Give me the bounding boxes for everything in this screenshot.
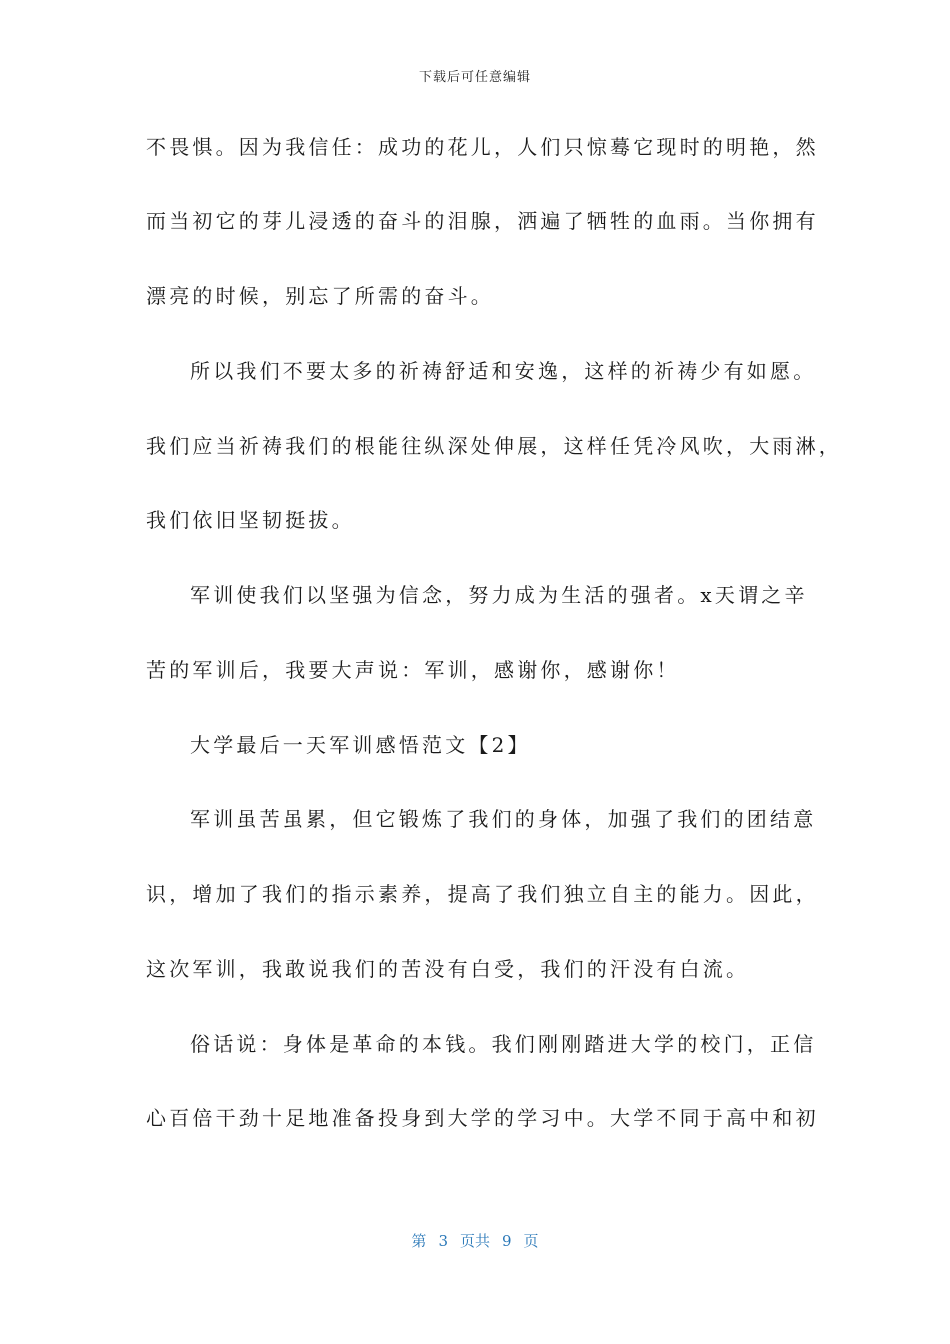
text-line-8: 苦的军训后，我要大声说：军训，感谢你，感谢你！	[146, 658, 680, 682]
text-line-14: 心百倍干劲十足地准备投身到大学的学习中。大学不同于高中和初	[146, 1106, 819, 1130]
footer-suffix: 页	[523, 1232, 539, 1250]
footer-prefix: 第	[411, 1232, 427, 1250]
text-line-2: 而当初它的芽儿浸透的奋斗的泪腺，洒遍了牺牲的血雨。当你拥有	[146, 209, 819, 233]
text-line-1: 不畏惧。因为我信任：成功的花儿，人们只惊蓦它现时的明艳，然	[146, 135, 819, 159]
text-line-5: 我们应当祈祷我们的根能往纵深处伸展，这样任凭冷风吹，大雨淋，	[146, 434, 842, 458]
text-line-11: 识，增加了我们的指示素养，提高了我们独立自主的能力。因此，	[146, 882, 819, 906]
text-line-6: 我们依旧坚韧挺拔。	[146, 508, 355, 532]
text-line-3: 漂亮的时候，别忘了所需的奋斗。	[146, 284, 494, 308]
header-note: 下载后可任意编辑	[418, 70, 531, 85]
footer-middle: 页共	[459, 1232, 490, 1250]
text-line-4: 所以我们不要太多的祈祷舒适和安逸，这样的祈祷少有如愿。	[190, 359, 817, 383]
text-line-12: 这次军训，我敢说我们的苦没有白受，我们的汗没有白流。	[146, 957, 750, 981]
section-heading: 大学最后一天军训感悟范文【2】	[190, 733, 531, 757]
text-line-10: 军训虽苦虽累，但它锻炼了我们的身体，加强了我们的团结意	[190, 807, 817, 831]
footer-page-number: 3	[438, 1232, 448, 1250]
text-line-7: 军训使我们以坚强为信念，努力成为生活的强者。x天谓之辛	[190, 583, 808, 607]
page-footer	[0, 1230, 950, 1251]
footer-total-pages: 9	[502, 1232, 512, 1250]
text-line-13: 俗话说：身体是革命的本钱。我们刚刚踏进大学的校门，正信	[190, 1032, 817, 1056]
